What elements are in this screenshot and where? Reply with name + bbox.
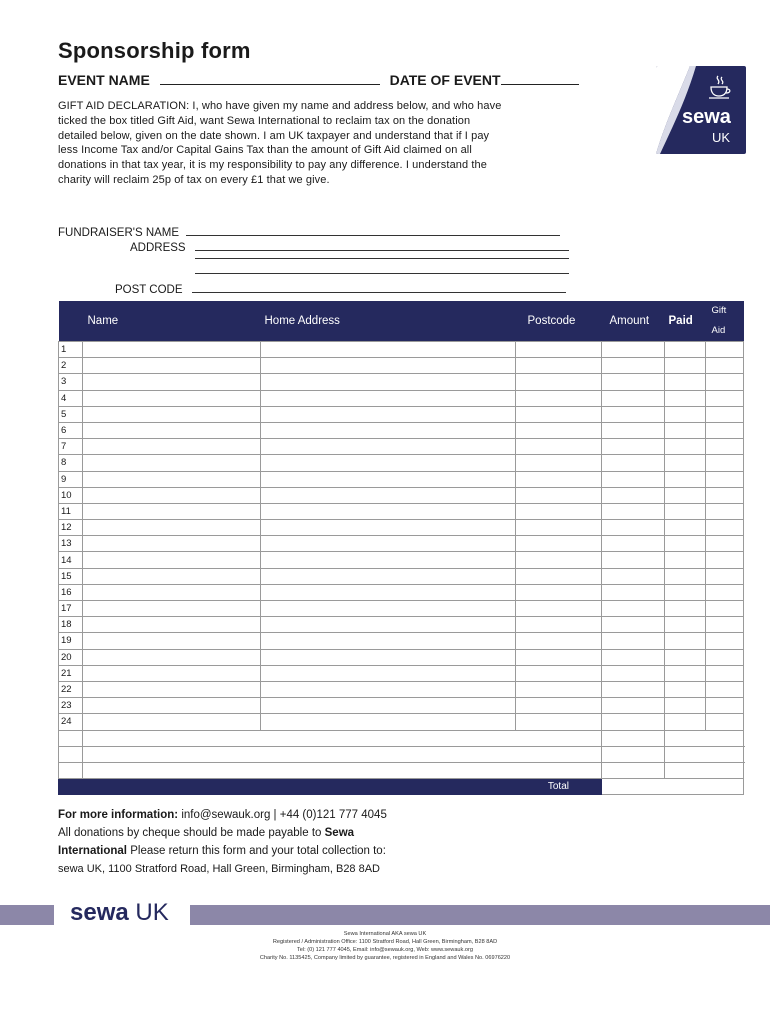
row-number: 12 [59, 520, 83, 536]
table-cell[interactable] [665, 406, 706, 422]
table-row [59, 439, 744, 455]
table-cell[interactable] [83, 552, 261, 568]
table-cell[interactable] [665, 714, 706, 730]
table-cell[interactable] [83, 584, 261, 600]
table-cell[interactable] [706, 520, 744, 536]
table-cell[interactable] [602, 601, 665, 617]
table-cell[interactable] [602, 552, 665, 568]
table-cell[interactable] [261, 584, 516, 600]
table-cell[interactable] [516, 358, 602, 374]
date-of-event-field[interactable] [501, 74, 579, 85]
fundraiser-name-field[interactable] [186, 225, 560, 236]
table-cell[interactable] [665, 665, 706, 681]
table-cell[interactable] [261, 568, 516, 584]
table-row [59, 714, 744, 730]
row-number [59, 746, 83, 762]
table-cell[interactable] [665, 439, 706, 455]
table-cell[interactable] [665, 746, 744, 762]
table-cell[interactable] [516, 422, 602, 438]
header-home-address: Home Address [261, 301, 516, 342]
table-cell[interactable] [516, 374, 602, 390]
footer-band [0, 899, 770, 926]
row-number: 18 [59, 617, 83, 633]
header-name: Name [83, 301, 261, 342]
table-cell[interactable] [602, 730, 665, 746]
table-cell[interactable] [602, 698, 665, 714]
table-row [59, 471, 744, 487]
footer-line-4: Charity No. 1135425, Company limited by guarantee, registered in England and Wales No. 06976220 [259, 955, 511, 961]
total-label: Total [59, 779, 602, 795]
table-cell[interactable] [516, 698, 602, 714]
footer-brand-sub: UK [135, 899, 169, 926]
table-cell[interactable] [665, 730, 744, 746]
table-cell[interactable] [83, 681, 261, 697]
table-cell[interactable] [665, 422, 706, 438]
table-cell[interactable] [706, 406, 744, 422]
table-cell[interactable] [83, 649, 261, 665]
table-cell[interactable] [83, 568, 261, 584]
row-number: 3 [59, 374, 83, 390]
address-field-3[interactable] [195, 273, 569, 274]
table-cell[interactable] [706, 601, 744, 617]
table-cell[interactable] [706, 503, 744, 519]
address-label: ADDRESS [130, 242, 186, 254]
row-number: 24 [59, 714, 83, 730]
footer-legal [0, 930, 770, 962]
table-cell[interactable] [602, 471, 665, 487]
table-cell[interactable] [261, 601, 516, 617]
table-cell[interactable] [706, 584, 744, 600]
table-cell[interactable] [665, 552, 706, 568]
table-cell[interactable] [261, 390, 516, 406]
table-row-extra [59, 762, 744, 778]
table-row [59, 617, 744, 633]
table-cell[interactable] [83, 633, 261, 649]
footer-band-left [0, 905, 54, 925]
table-row [59, 406, 744, 422]
table-cell[interactable] [83, 730, 602, 746]
table-row [59, 584, 744, 600]
table-cell[interactable] [665, 520, 706, 536]
table-cell[interactable] [83, 342, 261, 358]
table-cell[interactable] [261, 552, 516, 568]
table-cell[interactable] [83, 536, 261, 552]
row-number: 8 [59, 455, 83, 471]
table-cell[interactable] [665, 762, 744, 778]
table-cell[interactable] [83, 439, 261, 455]
table-cell[interactable] [516, 584, 602, 600]
table-row [59, 487, 744, 503]
table-cell[interactable] [602, 487, 665, 503]
postcode-field[interactable] [192, 282, 566, 293]
table-cell[interactable] [83, 455, 261, 471]
table-cell[interactable] [706, 358, 744, 374]
row-number: 16 [59, 584, 83, 600]
table-cell[interactable] [83, 374, 261, 390]
table-cell[interactable] [665, 617, 706, 633]
table-cell[interactable] [665, 503, 706, 519]
table-cell[interactable] [261, 617, 516, 633]
table-header-row [59, 301, 744, 342]
postcode-label: POST CODE [115, 284, 183, 296]
table-cell[interactable] [83, 698, 261, 714]
header-gift-aid: Gift Aid [706, 301, 744, 342]
fundraiser-name-row [58, 225, 560, 239]
table-cell[interactable] [516, 552, 602, 568]
table-row [59, 633, 744, 649]
header-number [59, 301, 83, 342]
table-cell[interactable] [706, 342, 744, 358]
table-cell[interactable] [602, 617, 665, 633]
table-cell[interactable] [261, 422, 516, 438]
table-cell[interactable] [83, 617, 261, 633]
table-cell[interactable] [83, 520, 261, 536]
table-cell[interactable] [83, 503, 261, 519]
table-row [59, 568, 744, 584]
row-number: 10 [59, 487, 83, 503]
table-cell[interactable] [261, 358, 516, 374]
table-cell[interactable] [602, 520, 665, 536]
table-cell[interactable] [261, 342, 516, 358]
table-row-extra [59, 746, 744, 762]
table-row [59, 698, 744, 714]
table-row [59, 358, 744, 374]
row-number: 2 [59, 358, 83, 374]
table-cell[interactable] [665, 633, 706, 649]
table-cell[interactable] [516, 471, 602, 487]
table-cell[interactable] [665, 601, 706, 617]
table-cell[interactable] [602, 406, 665, 422]
table-row [59, 374, 744, 390]
table-cell[interactable] [83, 471, 261, 487]
table-row [59, 455, 744, 471]
table-body [59, 342, 744, 795]
table-cell[interactable] [665, 455, 706, 471]
return-text: Please return this form and your total collection to: [130, 845, 386, 857]
table-row [59, 422, 744, 438]
total-value-cell[interactable] [602, 779, 744, 795]
row-number: 20 [59, 649, 83, 665]
table-cell[interactable] [665, 374, 706, 390]
row-number: 15 [59, 568, 83, 584]
table-row [59, 665, 744, 681]
table-cell[interactable] [516, 681, 602, 697]
table-cell[interactable] [261, 471, 516, 487]
table-cell[interactable] [83, 746, 602, 762]
table-cell[interactable] [602, 374, 665, 390]
table-cell[interactable] [83, 422, 261, 438]
logo-sub: UK [712, 130, 731, 145]
table-cell[interactable] [665, 584, 706, 600]
table-cell[interactable] [602, 649, 665, 665]
logo-brand: sewa [682, 106, 731, 128]
event-line [58, 72, 579, 88]
table-cell[interactable] [706, 552, 744, 568]
table-cell[interactable] [602, 342, 665, 358]
row-number: 22 [59, 681, 83, 697]
table-row [59, 601, 744, 617]
row-number: 14 [59, 552, 83, 568]
row-number: 4 [59, 390, 83, 406]
row-number: 17 [59, 601, 83, 617]
sponsor-table [58, 301, 744, 795]
table-cell[interactable] [602, 358, 665, 374]
table-cell[interactable] [665, 568, 706, 584]
footer-line-2: Registered / Administration Office: 1100 Stratford Road, Hall Green, Birmingham, B28 8AD [272, 939, 498, 945]
row-number: 6 [59, 422, 83, 438]
table-cell[interactable] [706, 649, 744, 665]
table-cell[interactable] [83, 714, 261, 730]
table-cell[interactable] [706, 422, 744, 438]
table-cell[interactable] [516, 665, 602, 681]
table-cell[interactable] [602, 390, 665, 406]
footer-band-right [190, 905, 770, 925]
table-cell[interactable] [665, 390, 706, 406]
table-cell[interactable] [706, 439, 744, 455]
footer-line-3: Tel: (0) 121 777 4045, Email: info@sewauk.org, Web: www.sewauk.org [297, 947, 473, 953]
table-cell[interactable] [516, 455, 602, 471]
table-row [59, 536, 744, 552]
table-row [59, 649, 744, 665]
table-cell[interactable] [261, 714, 516, 730]
table-cell[interactable] [706, 487, 744, 503]
table-cell[interactable] [83, 487, 261, 503]
table-cell[interactable] [516, 633, 602, 649]
table-cell[interactable] [516, 487, 602, 503]
table-cell[interactable] [706, 471, 744, 487]
teacup-icon [706, 74, 734, 102]
table-cell[interactable] [602, 633, 665, 649]
footer-brand-name: sewa [70, 899, 129, 926]
table-cell[interactable] [602, 422, 665, 438]
table-cell[interactable] [261, 406, 516, 422]
table-cell[interactable] [516, 601, 602, 617]
table-cell[interactable] [516, 568, 602, 584]
row-number: 23 [59, 698, 83, 714]
table-cell[interactable] [602, 665, 665, 681]
table-cell[interactable] [602, 714, 665, 730]
table-cell[interactable] [602, 455, 665, 471]
table-cell[interactable] [83, 665, 261, 681]
table-cell[interactable] [261, 455, 516, 471]
table-cell[interactable] [261, 520, 516, 536]
table-cell[interactable] [602, 584, 665, 600]
sewa-uk-logo [656, 66, 746, 154]
table-cell[interactable] [602, 568, 665, 584]
table-cell[interactable] [516, 439, 602, 455]
footer-brand [70, 899, 169, 927]
event-name-field[interactable] [160, 74, 380, 85]
address-field-1[interactable] [195, 240, 569, 251]
table-cell[interactable] [706, 390, 744, 406]
table-cell[interactable] [602, 503, 665, 519]
table-cell[interactable] [706, 633, 744, 649]
table-cell[interactable] [261, 503, 516, 519]
table-row-extra [59, 730, 744, 746]
table-cell[interactable] [83, 601, 261, 617]
fundraiser-name-label: FUNDRAISER'S NAME [58, 227, 180, 239]
header-amount: Amount [602, 301, 665, 342]
table-cell[interactable] [665, 342, 706, 358]
footer-line-1: Sewa International AKA sewa UK [343, 931, 427, 937]
table-cell[interactable] [516, 406, 602, 422]
address-row [130, 240, 569, 254]
table-cell[interactable] [83, 762, 602, 778]
sponsor-table-wrap [58, 301, 743, 795]
table-cell[interactable] [602, 439, 665, 455]
table-cell[interactable] [602, 762, 665, 778]
table-cell[interactable] [261, 439, 516, 455]
header-paid: Paid [665, 301, 706, 342]
table-cell[interactable] [516, 617, 602, 633]
date-of-event-label: DATE OF EVENT [389, 72, 501, 88]
table-cell[interactable] [665, 681, 706, 697]
cheque-text: All donations by cheque should be made payable to [58, 827, 322, 839]
table-cell[interactable] [706, 374, 744, 390]
table-cell[interactable] [665, 698, 706, 714]
table-cell[interactable] [665, 471, 706, 487]
table-cell[interactable] [516, 536, 602, 552]
table-cell[interactable] [261, 665, 516, 681]
table-cell[interactable] [83, 390, 261, 406]
payee-name: Sewa International [58, 827, 355, 857]
header-postcode: Postcode [516, 301, 602, 342]
table-cell[interactable] [516, 390, 602, 406]
table-cell[interactable] [706, 698, 744, 714]
table-cell[interactable] [516, 714, 602, 730]
table-cell[interactable] [706, 714, 744, 730]
row-number: 21 [59, 665, 83, 681]
table-cell[interactable] [706, 617, 744, 633]
table-cell[interactable] [261, 374, 516, 390]
postcode-row [115, 282, 566, 296]
row-number [59, 730, 83, 746]
table-cell[interactable] [706, 681, 744, 697]
address-field-2[interactable] [195, 258, 569, 259]
row-number: 11 [59, 503, 83, 519]
total-row [59, 779, 744, 795]
row-number: 13 [59, 536, 83, 552]
row-number: 9 [59, 471, 83, 487]
table-cell[interactable] [602, 536, 665, 552]
table-cell[interactable] [516, 649, 602, 665]
row-number: 5 [59, 406, 83, 422]
table-cell[interactable] [261, 633, 516, 649]
table-cell[interactable] [261, 487, 516, 503]
table-cell[interactable] [261, 681, 516, 697]
table-cell[interactable] [83, 406, 261, 422]
row-number: 7 [59, 439, 83, 455]
page-title: Sponsorship form [58, 38, 251, 63]
table-cell[interactable] [706, 665, 744, 681]
row-number: 1 [59, 342, 83, 358]
table-cell[interactable] [665, 649, 706, 665]
return-address: sewa UK, 1100 Stratford Road, Hall Green, Birmingham, B28 8AD [58, 863, 381, 875]
event-name-label: EVENT NAME [58, 72, 150, 88]
table-cell[interactable] [665, 358, 706, 374]
table-row [59, 503, 744, 519]
table-cell[interactable] [602, 681, 665, 697]
row-number [59, 762, 83, 778]
table-row [59, 681, 744, 697]
table-cell[interactable] [706, 536, 744, 552]
table-cell[interactable] [706, 455, 744, 471]
table-cell[interactable] [261, 536, 516, 552]
row-number: 19 [59, 633, 83, 649]
table-cell[interactable] [665, 487, 706, 503]
table-cell[interactable] [665, 536, 706, 552]
more-info-label: For more information: [58, 809, 179, 821]
table-row [59, 552, 744, 568]
table-cell[interactable] [516, 342, 602, 358]
table-cell[interactable] [516, 503, 602, 519]
table-row [59, 342, 744, 358]
table-row [59, 520, 744, 536]
table-cell[interactable] [516, 520, 602, 536]
contact-details: info@sewauk.org | +44 (0)121 777 4045 [181, 809, 387, 821]
table-cell[interactable] [602, 746, 665, 762]
table-row [59, 390, 744, 406]
table-cell[interactable] [83, 358, 261, 374]
table-cell[interactable] [706, 568, 744, 584]
gift-aid-declaration: GIFT AID DECLARATION: I, who have given my name and address below, and who have ticked the box titled Gift Aid, want Sewa International to reclaim tax on the donation detailed below, given on the date shown. I am UK taxpayer and understand that if I pay less Income Tax and/or Capital Gains Tax than the amount of Gift Aid claimed on all donations in that tax year, it is my responsibility to pay any difference. I understand the charity will reclaim 25p of tax on every £1 that we give. [58, 100, 502, 186]
more-information [58, 806, 388, 878]
table-cell[interactable] [261, 698, 516, 714]
table-cell[interactable] [261, 649, 516, 665]
